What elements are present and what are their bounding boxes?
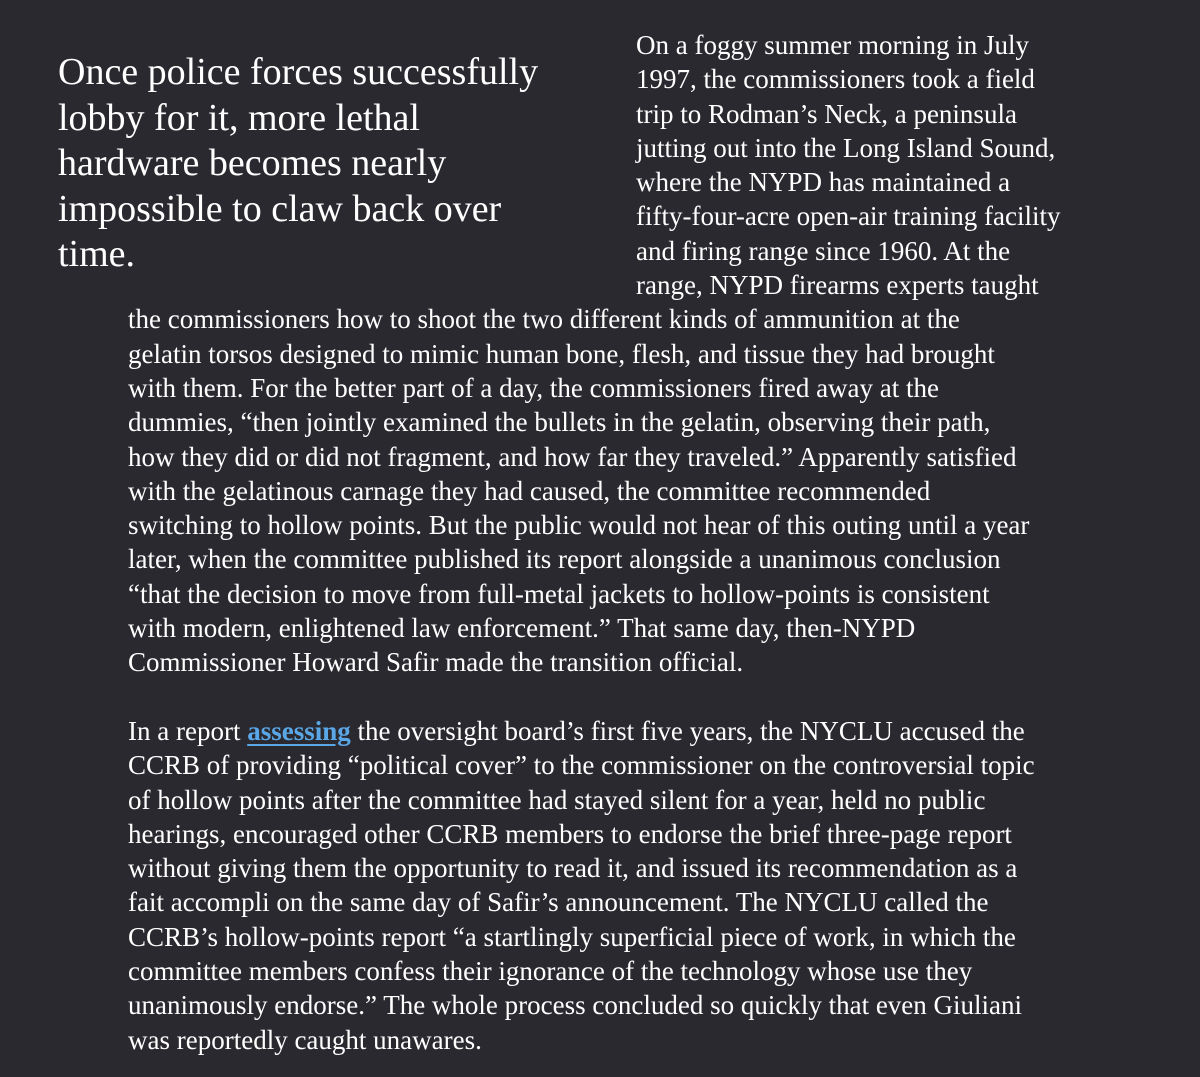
text-line: Commissioner Howard Safir made the transition official. xyxy=(128,647,744,678)
paragraph-rodmans-neck xyxy=(128,28,1138,680)
text-run: In a report xyxy=(128,715,248,746)
text-line: 1997, the commissioners took a field xyxy=(636,64,1035,95)
text-run: the oversight board’s first five years, the NYCLU accused the xyxy=(350,715,1025,746)
pull-quote-line: impossible to claw back over xyxy=(58,187,502,230)
text-line: “that the decision to move from full-metal jackets to hollow-points is consistent xyxy=(128,578,990,609)
pull-quote-line: time. xyxy=(58,233,136,275)
text-line: jutting out into the Long Island Sound, xyxy=(636,132,1056,163)
text-line: where the NYPD has maintained a xyxy=(636,167,1011,198)
text-line xyxy=(128,714,1138,748)
paragraph-nyclu-report xyxy=(128,714,1138,1057)
text-line: later, when the committee published its report alongside a unanimous conclusion xyxy=(128,544,1001,575)
text-line: CCRB’s hollow-points report “a startlingly superficial piece of work, in which the xyxy=(128,921,1016,952)
text-line: and firing range since 1960. At the xyxy=(636,235,1011,266)
text-line: gelatin torsos designed to mimic human bone, flesh, and tissue they had brought xyxy=(128,338,995,369)
text-line: with the gelatinous carnage they had caused, the committee recommended xyxy=(128,475,931,506)
text-line: of hollow points after the committee had stayed silent for a year, held no public xyxy=(128,784,986,815)
pull-quote-line: Once police forces successfully xyxy=(58,51,539,93)
text-line: hearings, encouraged other CCRB members to endorse the brief three-page report xyxy=(128,818,1012,849)
text-line: CCRB of providing “political cover” to the commissioner on the controversial topic xyxy=(128,750,1035,781)
text-line: fait accompli on the same day of Safir’s announcement. The NYCLU called the xyxy=(128,887,989,918)
text-line: with them. For the better part of a day, the commissioners fired away at the xyxy=(128,372,940,403)
assessing-link[interactable]: assessing xyxy=(247,715,351,746)
paragraph-spacer xyxy=(128,680,1138,714)
text-line: range, NYPD firearms experts taught xyxy=(636,270,1039,301)
text-line: On a foggy summer morning in July xyxy=(636,30,1029,60)
text-line: was reportedly caught unawares. xyxy=(128,1024,482,1055)
text-line: with modern, enlightened law enforcement.” That same day, then-NYPD xyxy=(128,613,916,644)
pull-quote-line: lobby for it, more lethal xyxy=(58,96,420,139)
text-line: the commissioners how to shoot the two different kinds of ammunition at the xyxy=(128,304,960,335)
pull-quote-line: hardware becomes nearly xyxy=(58,142,447,184)
text-line: without giving them the opportunity to read it, and issued its recommendation as a xyxy=(128,853,1018,884)
text-line: how they did or did not fragment, and how far they traveled.” Apparently satisfied xyxy=(128,441,1017,472)
article-body xyxy=(128,28,1138,1057)
text-line: trip to Rodman’s Neck, a peninsula xyxy=(636,98,1017,129)
text-line: switching to hollow points. But the public would not hear of this outing until a year xyxy=(128,510,1030,541)
text-line: fifty-four-acre open-air training facility xyxy=(636,201,1061,232)
text-line: unanimously endorse.” The whole process concluded so quickly that even Giuliani xyxy=(128,990,1023,1021)
text-line: committee members confess their ignorance of the technology whose use they xyxy=(128,956,973,987)
text-line: dummies, “then jointly examined the bullets in the gelatin, observing their path, xyxy=(128,407,991,438)
